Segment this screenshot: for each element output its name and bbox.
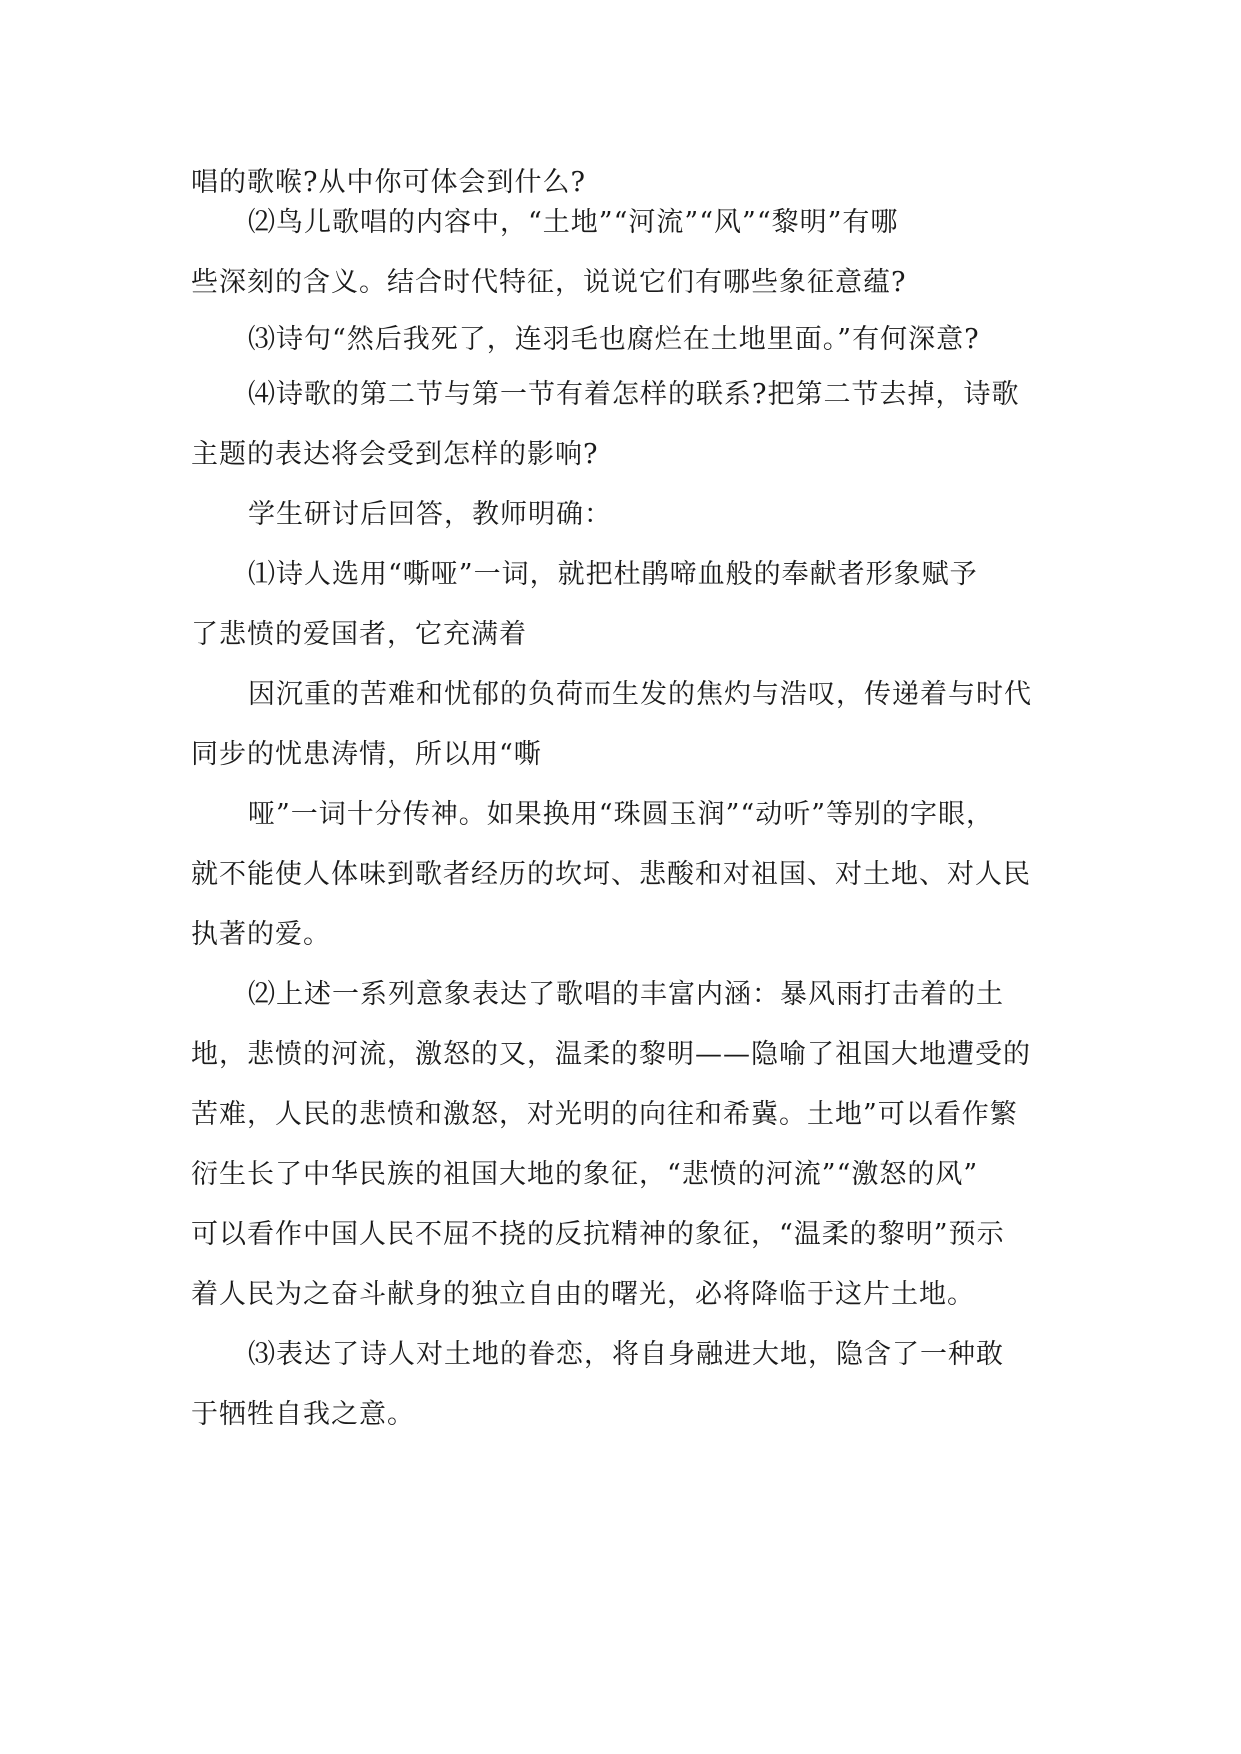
- text-line: 因沉重的苦难和忧郁的负荷而生发的焦灼与浩叹，传递着与时代: [248, 679, 1032, 710]
- text-line: 于牺牲自我之意。: [191, 1399, 415, 1430]
- text-line: 唱的歌喉?从中你可体会到什么?: [191, 167, 586, 198]
- text-line: ⑴诗人选用“嘶哑”一词，就把杜鹃啼血般的奉献者形象赋予: [248, 559, 978, 590]
- text-line: ⑷诗歌的第二节与第一节有着怎样的联系?把第二节去掉，诗歌: [248, 379, 1020, 410]
- text-line: 执著的爱。: [191, 919, 331, 950]
- text-line: 着人民为之奋斗献身的独立自由的曙光，必将降临于这片土地。: [191, 1279, 975, 1310]
- text-line: ⑶表达了诗人对土地的眷恋，将自身融进大地，隐含了一种敢: [248, 1339, 1004, 1370]
- text-line: 哑”一词十分传神。如果换用“珠圆玉润”“动听”等别的字眼，: [248, 799, 995, 830]
- text-line: 些深刻的含义。结合时代特征，说说它们有哪些象征意蕴?: [191, 267, 907, 298]
- text-line: 同步的忧患涛情，所以用“嘶: [191, 739, 542, 770]
- text-line: ⑵鸟儿歌唱的内容中，“土地”“河流”“风”“黎明”有哪: [248, 207, 899, 238]
- text-line: 了悲愤的爱国者，它充满着: [191, 619, 527, 650]
- text-line: 苦难，人民的悲愤和激怒，对光明的向往和希冀。土地”可以看作繁: [191, 1099, 1018, 1130]
- text-line: 主题的表达将会受到怎样的影响?: [191, 439, 599, 470]
- text-line: ⑶诗句“然后我死了，连羽毛也腐烂在土地里面。”有何深意?: [248, 324, 980, 355]
- text-line: 学生研讨后回答，教师明确：: [248, 499, 612, 530]
- text-line: ⑵上述一系列意象表达了歌唱的丰富内涵：暴风雨打击着的土: [248, 979, 1004, 1010]
- text-line: 衍生长了中华民族的祖国大地的象征，“悲愤的河流”“激怒的风”: [191, 1159, 979, 1190]
- text-line: 就不能使人体味到歌者经历的坎坷、悲酸和对祖国、对土地、对人民: [191, 859, 1031, 890]
- text-line: 地，悲愤的河流，激怒的又，温柔的黎明——隐喻了祖国大地遭受的: [191, 1039, 1031, 1070]
- text-line: 可以看作中国人民不屈不挠的反抗精神的象征，“温柔的黎明”预示: [191, 1219, 1005, 1250]
